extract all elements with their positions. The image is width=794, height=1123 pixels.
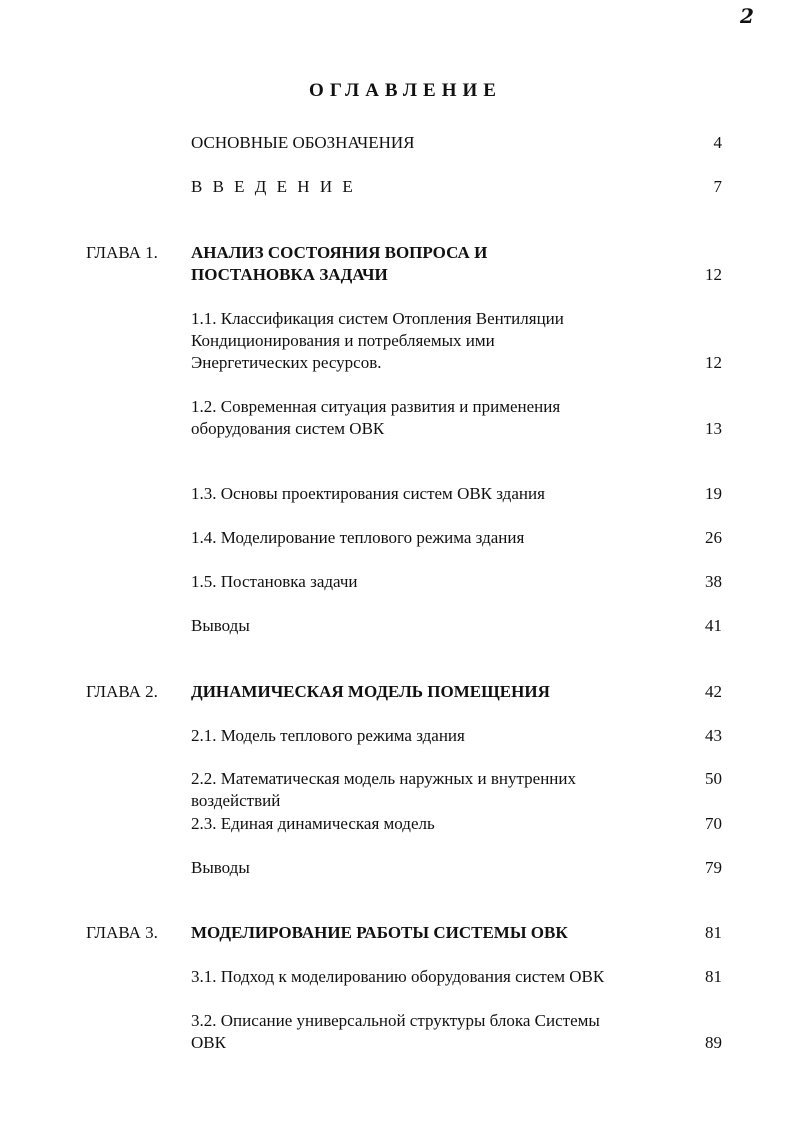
chapter-3-page: 81 (705, 923, 722, 942)
chapter-1-title-line-2: ПОСТАНОВКА ЗАДАЧИ (191, 265, 388, 284)
section-1-4-page: 26 (705, 528, 722, 547)
chapter-1-page: 12 (705, 265, 722, 284)
section-2-1-line-1: 2.1. Модель теплового режима здания (191, 726, 465, 745)
section-2-2-line-2: воздействий (191, 791, 281, 810)
chapter-2-title-line-1: ДИНАМИЧЕСКАЯ МОДЕЛЬ ПОМЕЩЕНИЯ (191, 682, 550, 701)
section-1-1-page: 12 (705, 353, 722, 372)
section-1-2-page: 13 (705, 419, 722, 438)
toc-title: ОГЛАВЛЕНИЕ (309, 80, 502, 101)
section-1-5-page: 38 (705, 572, 722, 591)
toc-page-notation: 4 (713, 133, 722, 152)
section-1-3-page: 19 (705, 484, 722, 503)
section-1-4-line-1: 1.4. Моделирование теплового режима здания (191, 528, 525, 547)
section-2-3-line-1: 2.3. Единая динамическая модель (191, 814, 435, 833)
chapter-3-label: ГЛАВА 3. (86, 923, 158, 942)
section-3-1-line-1: 3.1. Подход к моделированию оборудования систем ОВК (191, 967, 605, 986)
section-1-1-line-1: 1.1. Классификация систем Отопления Вентиляции (191, 309, 564, 328)
section-1-3-line-1: 1.3. Основы проектирования систем ОВК здания (191, 484, 545, 503)
section-3-2-line-1: 3.2. Описание универсальной структуры блока Системы (191, 1011, 600, 1030)
section-2-2-page: 50 (705, 769, 722, 788)
section-3-1-page: 81 (705, 967, 722, 986)
chapter-1-conclusions-page: 41 (705, 616, 722, 635)
chapter-2-label: ГЛАВА 2. (86, 682, 158, 701)
section-1-2-line-1: 1.2. Современная ситуация развития и применения (191, 397, 561, 416)
toc-entry-introduction: В В Е Д Е Н И Е (191, 177, 356, 196)
chapter-1-title-line-1: АНАЛИЗ СОСТОЯНИЯ ВОПРОСА И (191, 243, 488, 262)
chapter-1-label: ГЛАВА 1. (86, 243, 158, 262)
toc-entry-notation: ОСНОВНЫЕ ОБОЗНАЧЕНИЯ (191, 133, 415, 152)
chapter-3-title-line-1: МОДЕЛИРОВАНИЕ РАБОТЫ СИСТЕМЫ ОВК (191, 923, 568, 942)
page-number: 2 (740, 4, 754, 28)
toc-page-introduction: 7 (713, 177, 722, 196)
chapter-2-conclusions-page: 79 (705, 858, 722, 877)
section-1-5-line-1: 1.5. Постановка задачи (191, 572, 358, 591)
chapter-2-page: 42 (705, 682, 722, 701)
section-2-1-page: 43 (705, 726, 722, 745)
chapter-1-conclusions: Выводы (191, 616, 250, 635)
section-1-2-line-2: оборудования систем ОВК (191, 419, 385, 438)
chapter-2-conclusions: Выводы (191, 858, 250, 877)
section-2-2-line-1: 2.2. Математическая модель наружных и внутренних (191, 769, 577, 788)
section-3-2-line-2: ОВК (191, 1033, 226, 1052)
section-1-1-line-3: Энергетических ресурсов. (191, 353, 382, 372)
section-2-3-page: 70 (705, 814, 722, 833)
section-1-1-line-2: Кондиционирования и потребляемых ими (191, 331, 495, 350)
section-3-2-page: 89 (705, 1033, 722, 1052)
